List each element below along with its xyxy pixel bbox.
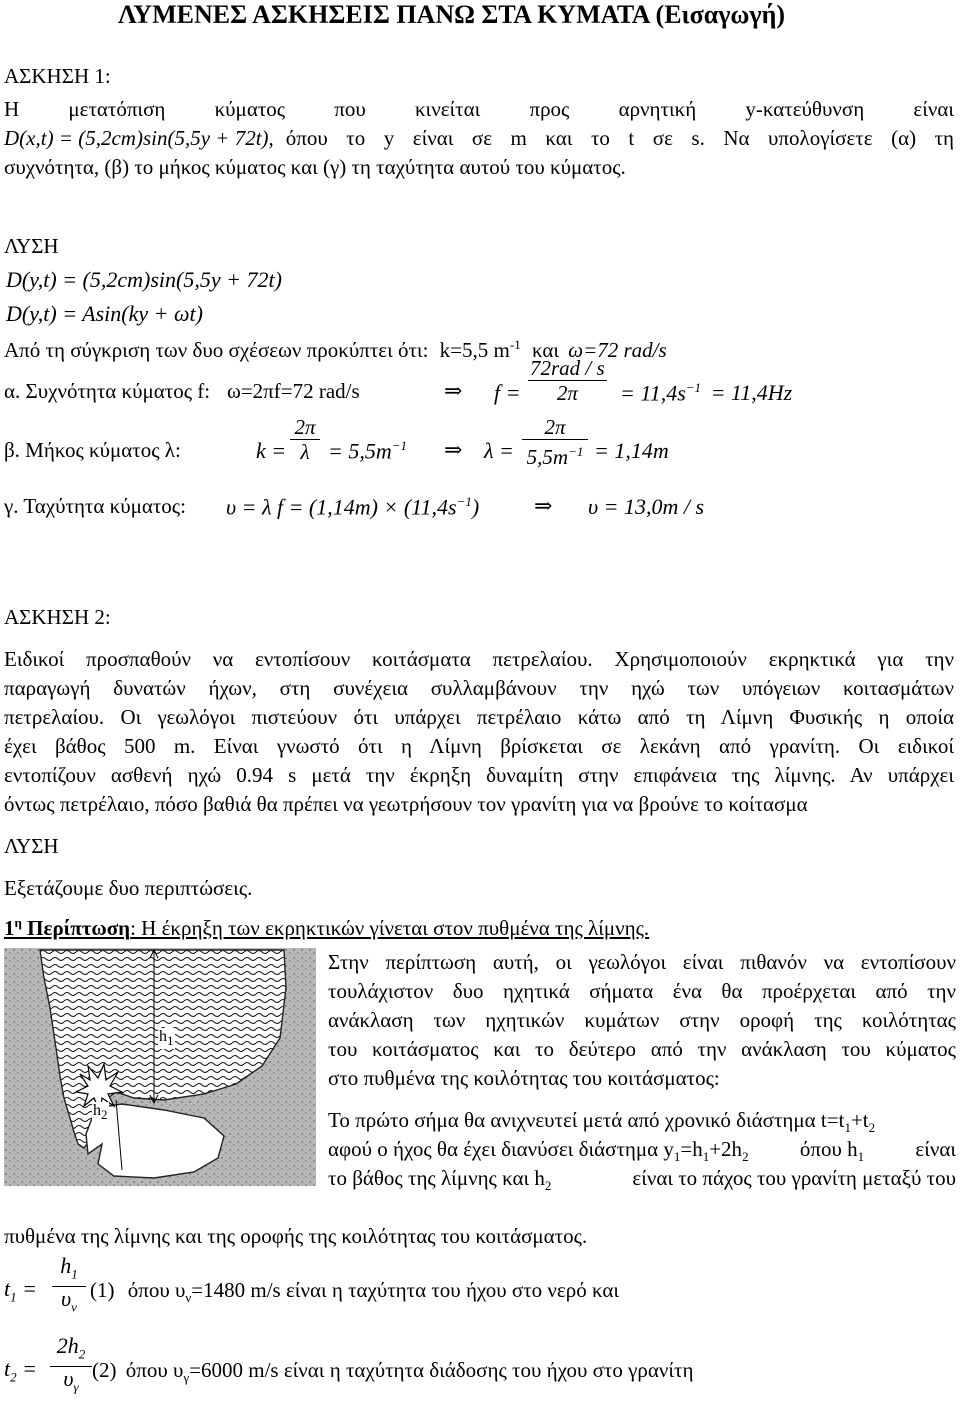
case-number: 1: [4, 916, 15, 940]
signal-text-i: είναι το πάχος του γρανίτη μεταξύ του: [632, 1166, 956, 1190]
case-1-signal-line-1: [328, 1108, 875, 1136]
eq-t1-numerator-sub: 1: [71, 1266, 78, 1282]
case-1-title: [4, 915, 649, 941]
case-1-paragraph-line-2: τουλάχιστον δυο ηχητικά σήματα ένα θα προέρχεται από την: [328, 979, 956, 1003]
exercise-2-heading: ΑΣΚΗΣΗ 2:: [4, 605, 111, 629]
case-1-paragraph-line-1: Στην περίπτωση αυτή, οι γεωλόγοι είναι πιθανόν να εντοπίσουν: [328, 950, 956, 974]
signal-text-c: αφού ο ήχος θα έχει διανύσει διάστημα y: [328, 1137, 674, 1161]
eq-t1-text-a: όπου υ: [127, 1278, 186, 1302]
part-a-arrow: ⇒: [444, 378, 463, 403]
signal-text-d: =h: [680, 1137, 703, 1161]
signal-text-e: +2h: [709, 1137, 743, 1161]
exercise-1-line-2-text: όπου το y είναι σε m και το t σε s. Να υπολογίσετε (α) τη: [285, 126, 954, 150]
signal-text-f: όπου h: [799, 1137, 858, 1161]
h1-label: [158, 1028, 175, 1049]
signal-sub-2: 2: [868, 1120, 876, 1136]
solution-2-intro: Εξετάζουμε δυο περιπτώσεις.: [4, 876, 253, 900]
signal-y-sub: 1: [673, 1149, 681, 1165]
case-superscript: η: [14, 915, 22, 930]
eq-t2-text-b: =6000 m/s είναι η ταχύτητα διάδοσης του ήχου στο γρανίτη: [189, 1358, 694, 1382]
part-a-lhs: f =: [494, 380, 521, 405]
eq-t2-text-sub: γ: [183, 1370, 190, 1386]
eq-t2-fraction: [50, 1334, 92, 1400]
lake-cross-section-figure: [4, 948, 316, 1186]
case-1-signal-line-2: [328, 1137, 956, 1165]
part-b-result: [328, 438, 407, 464]
comparison-k: k=5,5 m: [439, 338, 510, 362]
part-b-denominator-2: 5,5m: [526, 445, 569, 469]
part-b-fraction-2: [522, 415, 588, 469]
part-a-denominator: 2π: [556, 381, 578, 405]
eq-t2-text-a: όπου υ: [125, 1358, 184, 1382]
part-a-relation: ω=2πf=72 rad/s: [227, 379, 360, 403]
exercise-2-line-2: παραγωγή δυνατών ήχων, στη συνέχεια συλλαμβάνουν την ηχώ των υπόγειων κοιτασμάτων: [4, 676, 954, 700]
h2-label: [92, 1102, 109, 1123]
h2-letter: h: [93, 1102, 101, 1119]
case-text: : Η έκρηξη των εκρηκτικών γίνεται στον πυθμένα της λίμνης.: [130, 916, 650, 940]
eq-t2-numerator-sub: 2: [78, 1346, 86, 1362]
part-c-result: υ = 13,0m / s: [588, 494, 705, 519]
comparison-and: και: [531, 338, 560, 362]
h2-subscript: 2: [101, 1107, 108, 1123]
exercise-1-line-3: συχνότητα, (β) το μήκος κύματος και (γ) τη ταχύτητα αυτού του κύματος.: [4, 155, 626, 179]
exercise-2-line-3: πετρελαίου. Οι γεωλόγοι πιστεύουν ότι υπάρχει πετρέλαιο κάτω από τη Λίμνη Φυσικής η οποία: [4, 705, 954, 729]
part-a-result-hz: = 11,4Hz: [710, 380, 793, 406]
eq-t2-tag: (2): [92, 1358, 117, 1382]
signal-h1-sub-2: 1: [857, 1149, 865, 1165]
part-b-arrow: ⇒: [444, 437, 463, 462]
eq-t1-lhs: $t_1$ =: [4, 1276, 37, 1305]
part-c-equation-end: ): [471, 494, 480, 520]
signal-h2-sub-2: 2: [544, 1178, 552, 1194]
part-a-result-exponent: −1: [685, 380, 702, 395]
eq-t1-denominator: υ: [61, 1286, 72, 1312]
part-b-result-2: = 1,14m: [594, 438, 669, 463]
case-1-continuation: πυθμένα της λίμνης και της οροφής της κοιλότητας του κοιτάσματος.: [4, 1224, 588, 1248]
solution-1-equation-2: D(y,t) = Asin(ky + ωt): [6, 301, 203, 326]
exercise-2-line-1: Ειδικοί προσπαθούν να εντοπίσουν κοιτάσματα πετρελαίου. Χρησιμοποιούν εκρηκτικά για την: [4, 647, 954, 671]
page-title: ΛΥΜΕΝΕΣ ΑΣΚΗΣΕΙΣ ΠΑΝΩ ΣΤΑ ΚΥΜΑΤΑ (Εισαγωγή): [118, 0, 785, 29]
part-a-fraction: [528, 356, 607, 405]
part-c-equation-body: υ = λ f = (1,14m) × (11,4s: [226, 494, 457, 520]
exercise-1-equation: D(x,t) = (5,2cm)sin(5,5y + 72t),: [4, 126, 274, 150]
part-c-label: γ. Ταχύτητα κύματος:: [4, 494, 186, 518]
part-b-numerator-2: 2π: [522, 415, 588, 440]
part-a-result-value: = 11,4s: [620, 380, 686, 406]
comparison-omega: ω=72 rad/s: [568, 338, 667, 362]
h1-letter: h: [159, 1028, 167, 1045]
signal-h2-sub: 2: [742, 1149, 749, 1165]
eq-t1-text-sub: ν: [185, 1290, 192, 1306]
eq-t2-text: [92, 1358, 693, 1386]
h1-subscript: 1: [167, 1033, 174, 1049]
eq-t2-denominator: υ: [63, 1366, 74, 1392]
eq-t1-t: t: [4, 1276, 11, 1301]
eq-t2-lhs: $t_2$ =: [4, 1356, 37, 1385]
part-a-numerator: 72rad / s: [530, 356, 605, 380]
eq-t1-text-b: =1480 m/s είναι η ταχύτητα του ήχου στο νερό και: [191, 1278, 620, 1302]
solution-1-heading: ΛΥΣΗ: [4, 234, 59, 258]
comparison-text: Από τη σύγκριση των δυο σχέσεων προκύπτει ότι:: [4, 338, 429, 362]
part-c-equation: [226, 494, 479, 520]
comparison-k-exponent: -1: [509, 337, 521, 352]
eq-t1-numerator: h: [60, 1253, 72, 1278]
part-b-lhs: k =: [256, 438, 287, 463]
part-b-label: β. Μήκος κύματος λ:: [4, 438, 181, 462]
part-b-denominator: λ: [300, 440, 310, 464]
part-b-numerator: 2π: [290, 415, 320, 440]
signal-text-a: Το πρώτο σήμα θα ανιχνευτεί μετά από χρονικό διάστημα t=t: [328, 1108, 845, 1132]
case-1-signal-line-3: [328, 1166, 956, 1194]
case-1-paragraph-line-5: στο πυθμένα της κοιλότητας του κοιτάσματος:: [328, 1066, 720, 1090]
case-1-paragraph-line-4: του κοιτάσματος και το δεύτερο από την ανάκλαση του κύματος: [328, 1037, 956, 1061]
eq-t2-denominator-sub: γ: [73, 1379, 79, 1395]
eq-t1-fraction: [52, 1254, 86, 1320]
part-b-lhs-2: λ =: [484, 438, 514, 463]
part-b-fraction: [290, 415, 320, 464]
exercise-2-line-4: έχει βάθος 500 m. Είναι γνωστό ότι η Λίμνη βρίσκεται σε λεκάνη από γρανίτη. Οι ειδικοί: [4, 734, 954, 758]
signal-h1-sub: 1: [702, 1149, 710, 1165]
exercise-1-line-1: Η μετατόπιση κύματος που κινείται προς αρνητική y-κατεύθυνση είναι: [4, 97, 954, 121]
signal-text-h: το βάθος της λίμνης και h: [328, 1166, 545, 1190]
eq-t2-sub: 2: [10, 1369, 17, 1385]
eq-t2-t: t: [4, 1356, 11, 1381]
exercise-2-line-5: εντοπίζουν ασθενή ηχώ 0.94 s μετά την έκρηξη δυναμίτη στην επιφάνεια της λίμνης. Αν υπάρχει: [4, 763, 954, 787]
eq-t2-numerator: 2h: [56, 1333, 79, 1358]
exercise-1-heading: ΑΣΚΗΣΗ 1:: [4, 64, 111, 88]
eq-t1-sub: 1: [10, 1289, 17, 1305]
part-b-result-exponent: −1: [391, 438, 408, 453]
part-a-label: α. Συχνότητα κύματος f:: [4, 379, 211, 403]
part-a-result: [620, 380, 792, 406]
part-c-exponent: −1: [456, 494, 472, 509]
part-c-arrow: ⇒: [534, 493, 553, 518]
solution-2-heading: ΛΥΣΗ: [4, 834, 59, 858]
signal-sub-1: 1: [844, 1120, 851, 1136]
part-b-result-value: = 5,5m: [328, 438, 392, 464]
case-word: Περίπτωση: [27, 916, 131, 940]
signal-text-b: +t: [850, 1108, 869, 1132]
case-1-paragraph-line-3: ανάκλαση των ηχητικών κυμάτων στην οροφή της κοιλότητας: [328, 1008, 956, 1032]
signal-text-g: είναι: [915, 1137, 956, 1161]
eq-t1-tag: (1): [90, 1278, 115, 1302]
eq-t1-denominator-sub: ν: [71, 1299, 77, 1315]
exercise-2-line-6: όντως πετρέλαιο, πόσο βαθιά θα πρέπει να γεωτρήσουν τον γρανίτη για να βρούνε το κοίτασμα: [4, 792, 808, 816]
part-b-denominator-2-exponent: −1: [568, 444, 584, 459]
solution-1-equation-1: D(y,t) = (5,2cm)sin(5,5y + 72t): [6, 267, 282, 292]
exercise-1-line-2: [4, 126, 954, 151]
eq-t1-text: [90, 1278, 619, 1306]
